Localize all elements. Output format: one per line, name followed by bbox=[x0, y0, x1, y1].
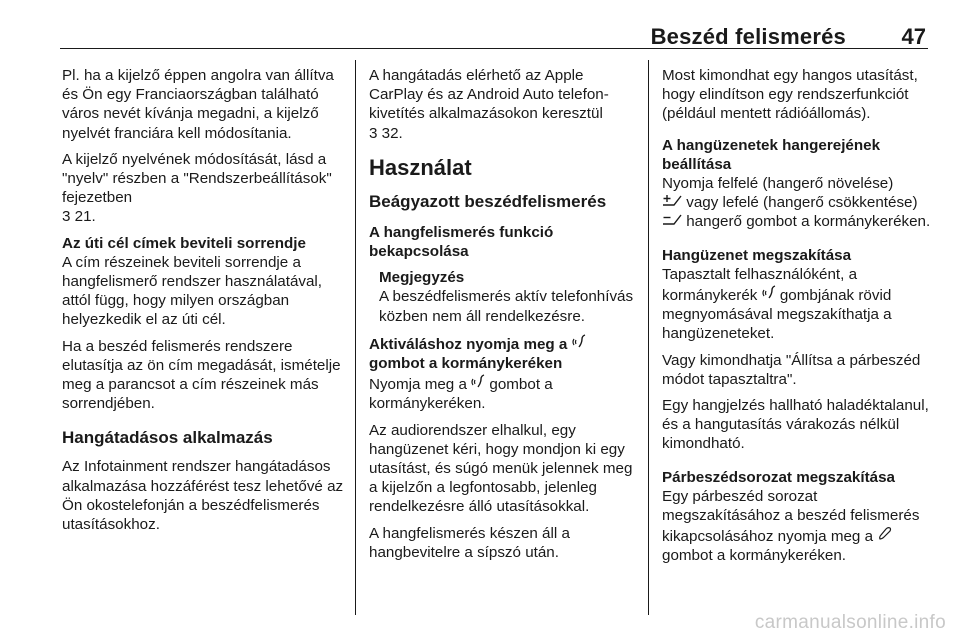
column-divider-left bbox=[355, 60, 356, 615]
paragraph: Az audiorendszer elhalkul, egy hangüzenet kéri, hogy mondjon ki egy utasítást, és súgó menük jelennek meg a kijelzőn a legfontosabb, jelenleg rendelkezésre álló utasításokkal. bbox=[369, 421, 633, 516]
page-reference: 3 21. bbox=[62, 208, 96, 226]
paragraph-text: gombot a kormánykeréken. bbox=[369, 376, 553, 413]
chapter-heading: Használat bbox=[369, 154, 472, 180]
subheading: Párbeszédsorozat megszakítása bbox=[662, 468, 895, 486]
voice-button-icon bbox=[471, 373, 485, 391]
voice-button-icon bbox=[762, 284, 776, 302]
paragraph-text: Egy párbeszéd sorozat megszakításához a beszéd felismerés kikapcsolásához nyomja meg a bbox=[662, 487, 920, 546]
paragraph-text: A hangátadás elérhető az Apple CarPlay és az Android Auto telefon-kivetítés alkalmazásokon keresztül bbox=[369, 67, 609, 123]
paragraph-text: Nyomja meg a bbox=[369, 376, 467, 394]
column-right bbox=[662, 66, 932, 573]
section-heading: Hangátadásos alkalmazás bbox=[62, 428, 273, 448]
paragraph-text: gombot a kormánykeréken. bbox=[662, 547, 847, 565]
subheading-text: gombot a kormánykeréken bbox=[369, 355, 563, 373]
column-left bbox=[62, 66, 344, 541]
paragraph-text: hangerő gombot a kormánykeréken. bbox=[686, 213, 931, 231]
page-number: 47 bbox=[901, 24, 926, 49]
volume-down-icon bbox=[662, 212, 682, 228]
paragraph: Egy hangjelzés hallható haladéktalanul, és a hangutasítás várakozás nélkül kimondható. bbox=[662, 397, 929, 453]
paragraph: Ha a beszéd felismerés rendszere elutasítja az ön cím megadását, ismételje meg a parancsot a cím részeinek más sorrendjében. bbox=[62, 337, 341, 413]
volume-up-icon bbox=[662, 193, 682, 209]
paragraph-text: gombjának rövid megnyomásával megszakíthatja a hangüzeneteket. bbox=[662, 287, 892, 343]
paragraph: Most kimondhat egy hangos utasítást, hogy elindítson egy rendszerfunkciót (például mentett rádióállomás). bbox=[662, 67, 918, 123]
paragraph bbox=[369, 373, 639, 413]
paragraph: Vagy kimondhatja "Állítsa a párbeszéd módot tapasztaltra". bbox=[662, 351, 921, 388]
paragraph: A hangfelismerés készen áll a hangbevitelre a sípszó után. bbox=[369, 524, 570, 561]
section-heading: Beágyazott beszédfelismerés bbox=[369, 191, 607, 211]
paragraph: A cím részeinek beviteli sorrendje a hangfelismerő rendszer használatával, attól függ, hogy milyen országban helyezkedik el az úti cél. bbox=[62, 253, 323, 329]
paragraph bbox=[62, 150, 344, 227]
paragraph-text: vagy lefelé (hangerő csökkentése) bbox=[686, 194, 918, 212]
subheading-text: Aktiváláshoz nyomja meg a bbox=[369, 335, 568, 353]
paragraph-text: A kijelző nyelvének módosítását, lásd a "nyelv" részben a "Rendszerbeállítások" fejezetben bbox=[62, 150, 332, 207]
paragraph-text: Nyomja felfelé (hangerő növelése) bbox=[662, 175, 894, 193]
note-box bbox=[379, 268, 639, 326]
subheading: A hangüzenetek hangerejének beállítása bbox=[662, 136, 881, 173]
page-reference: 3 32. bbox=[369, 124, 403, 142]
paragraph bbox=[662, 487, 932, 566]
note-title: Megjegyzés bbox=[379, 269, 465, 287]
paragraph: Az Infotainment rendszer hangátadásos alkalmazása hozzáférést tesz lehetővé az Ön okostelefonján a beszédfelismerés utasításokhoz. bbox=[62, 458, 344, 534]
subheading: A hangfelismerés funkció bekapcsolása bbox=[369, 223, 554, 261]
hang-up-icon bbox=[877, 525, 893, 543]
watermark: carmanualsonline.info bbox=[754, 612, 946, 633]
paragraph bbox=[662, 265, 932, 344]
subheading: Az úti cél címek beviteli sorrendje bbox=[62, 234, 306, 252]
column-divider-right bbox=[648, 60, 649, 615]
column-middle bbox=[369, 66, 639, 569]
paragraph-text: Tapasztalt felhasználóként, a kormánykerék bbox=[662, 265, 858, 305]
note-text: A beszédfelismerés aktív telefonhívás közben nem áll rendelkezésre. bbox=[379, 288, 634, 325]
page-header bbox=[60, 22, 928, 49]
subheading bbox=[369, 333, 639, 373]
paragraph bbox=[369, 66, 639, 143]
paragraph bbox=[662, 174, 932, 232]
voice-button-icon bbox=[572, 333, 586, 351]
page-title: Beszéd felismerés bbox=[650, 24, 846, 49]
subheading: Hangüzenet megszakítása bbox=[662, 246, 852, 264]
paragraph: Pl. ha a kijelző éppen angolra van állítva és Ön egy Franciaországban található város nevét kívánja megadni, a kijelző nyelvét franciára kell módosítania. bbox=[62, 67, 334, 142]
